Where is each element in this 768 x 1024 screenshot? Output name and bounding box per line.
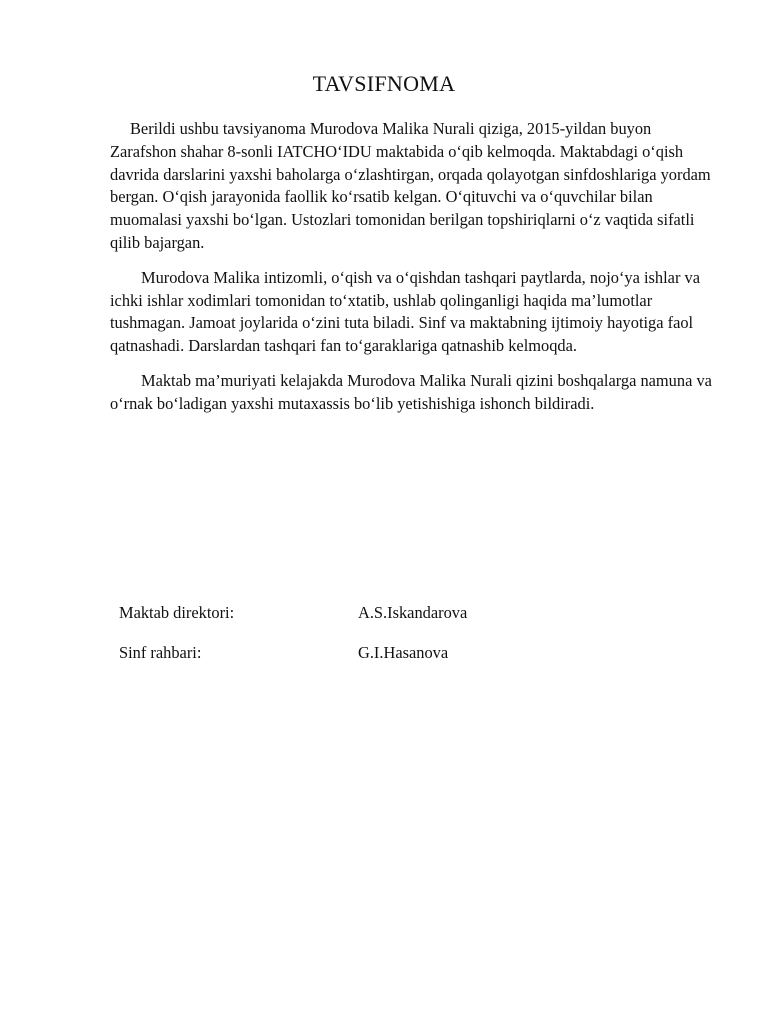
document-title: TAVSIFNOMA — [312, 71, 456, 96]
signature-role: Maktab direktori: — [119, 603, 235, 622]
document-body — [110, 118, 720, 428]
signature-row-director — [119, 602, 619, 624]
signature-name: A.S.Iskandarova — [358, 603, 468, 622]
signature-block — [119, 602, 619, 682]
signature-row-class-teacher — [119, 642, 619, 664]
paragraph-conduct: Murodova Malika intizomli, o‘qish va o‘qishdan tashqari paytlarda, nojo‘ya ishlar va ichki ishlar xodimlari tomonidan to‘xtatib, ushlab qolinganligi haqida ma’lumotlar tushmagan. Jamoat joylarida o‘zini tuta biladi. Sinf va maktabning ijtimoiy hayotiga faol qatnashadi. Darslardan tashqari fan to‘garaklariga qatnashib kelmoqda. — [110, 267, 700, 356]
signature-role: Sinf rahbari: — [119, 643, 202, 662]
signature-name: G.I.Hasanova — [358, 643, 449, 662]
paragraph-conclusion: Maktab ma’muriyati kelajakda Murodova Malika Nurali qizini boshqalarga namuna va o‘rnak bo‘ladigan yaxshi mutaxassis bo‘lib yetishishiga ishonch bildiradi. — [110, 370, 712, 413]
paragraph-recommendation-intro: Berildi ushbu tavsiyanoma Murodova Malika Nurali qiziga, 2015-yildan buyon Zarafshon shahar 8-sonli IATCHO‘IDU maktabida o‘qib kelmoqda. Maktabdagi o‘qish davrida darslarini yaxshi baholarga o‘zlashtirgan, orqada qolayotgan sinfdoshlariga yordam bergan. O‘qish jarayonida faollik ko‘rsatib kelgan. O‘qituvchi va o‘quvchilar bilan muomalasi yaxshi bo‘lgan. Ustozlari tomonidan berilgan topshiriqlarni o‘z vaqtida sifatli qilib bajargan. — [110, 119, 711, 252]
